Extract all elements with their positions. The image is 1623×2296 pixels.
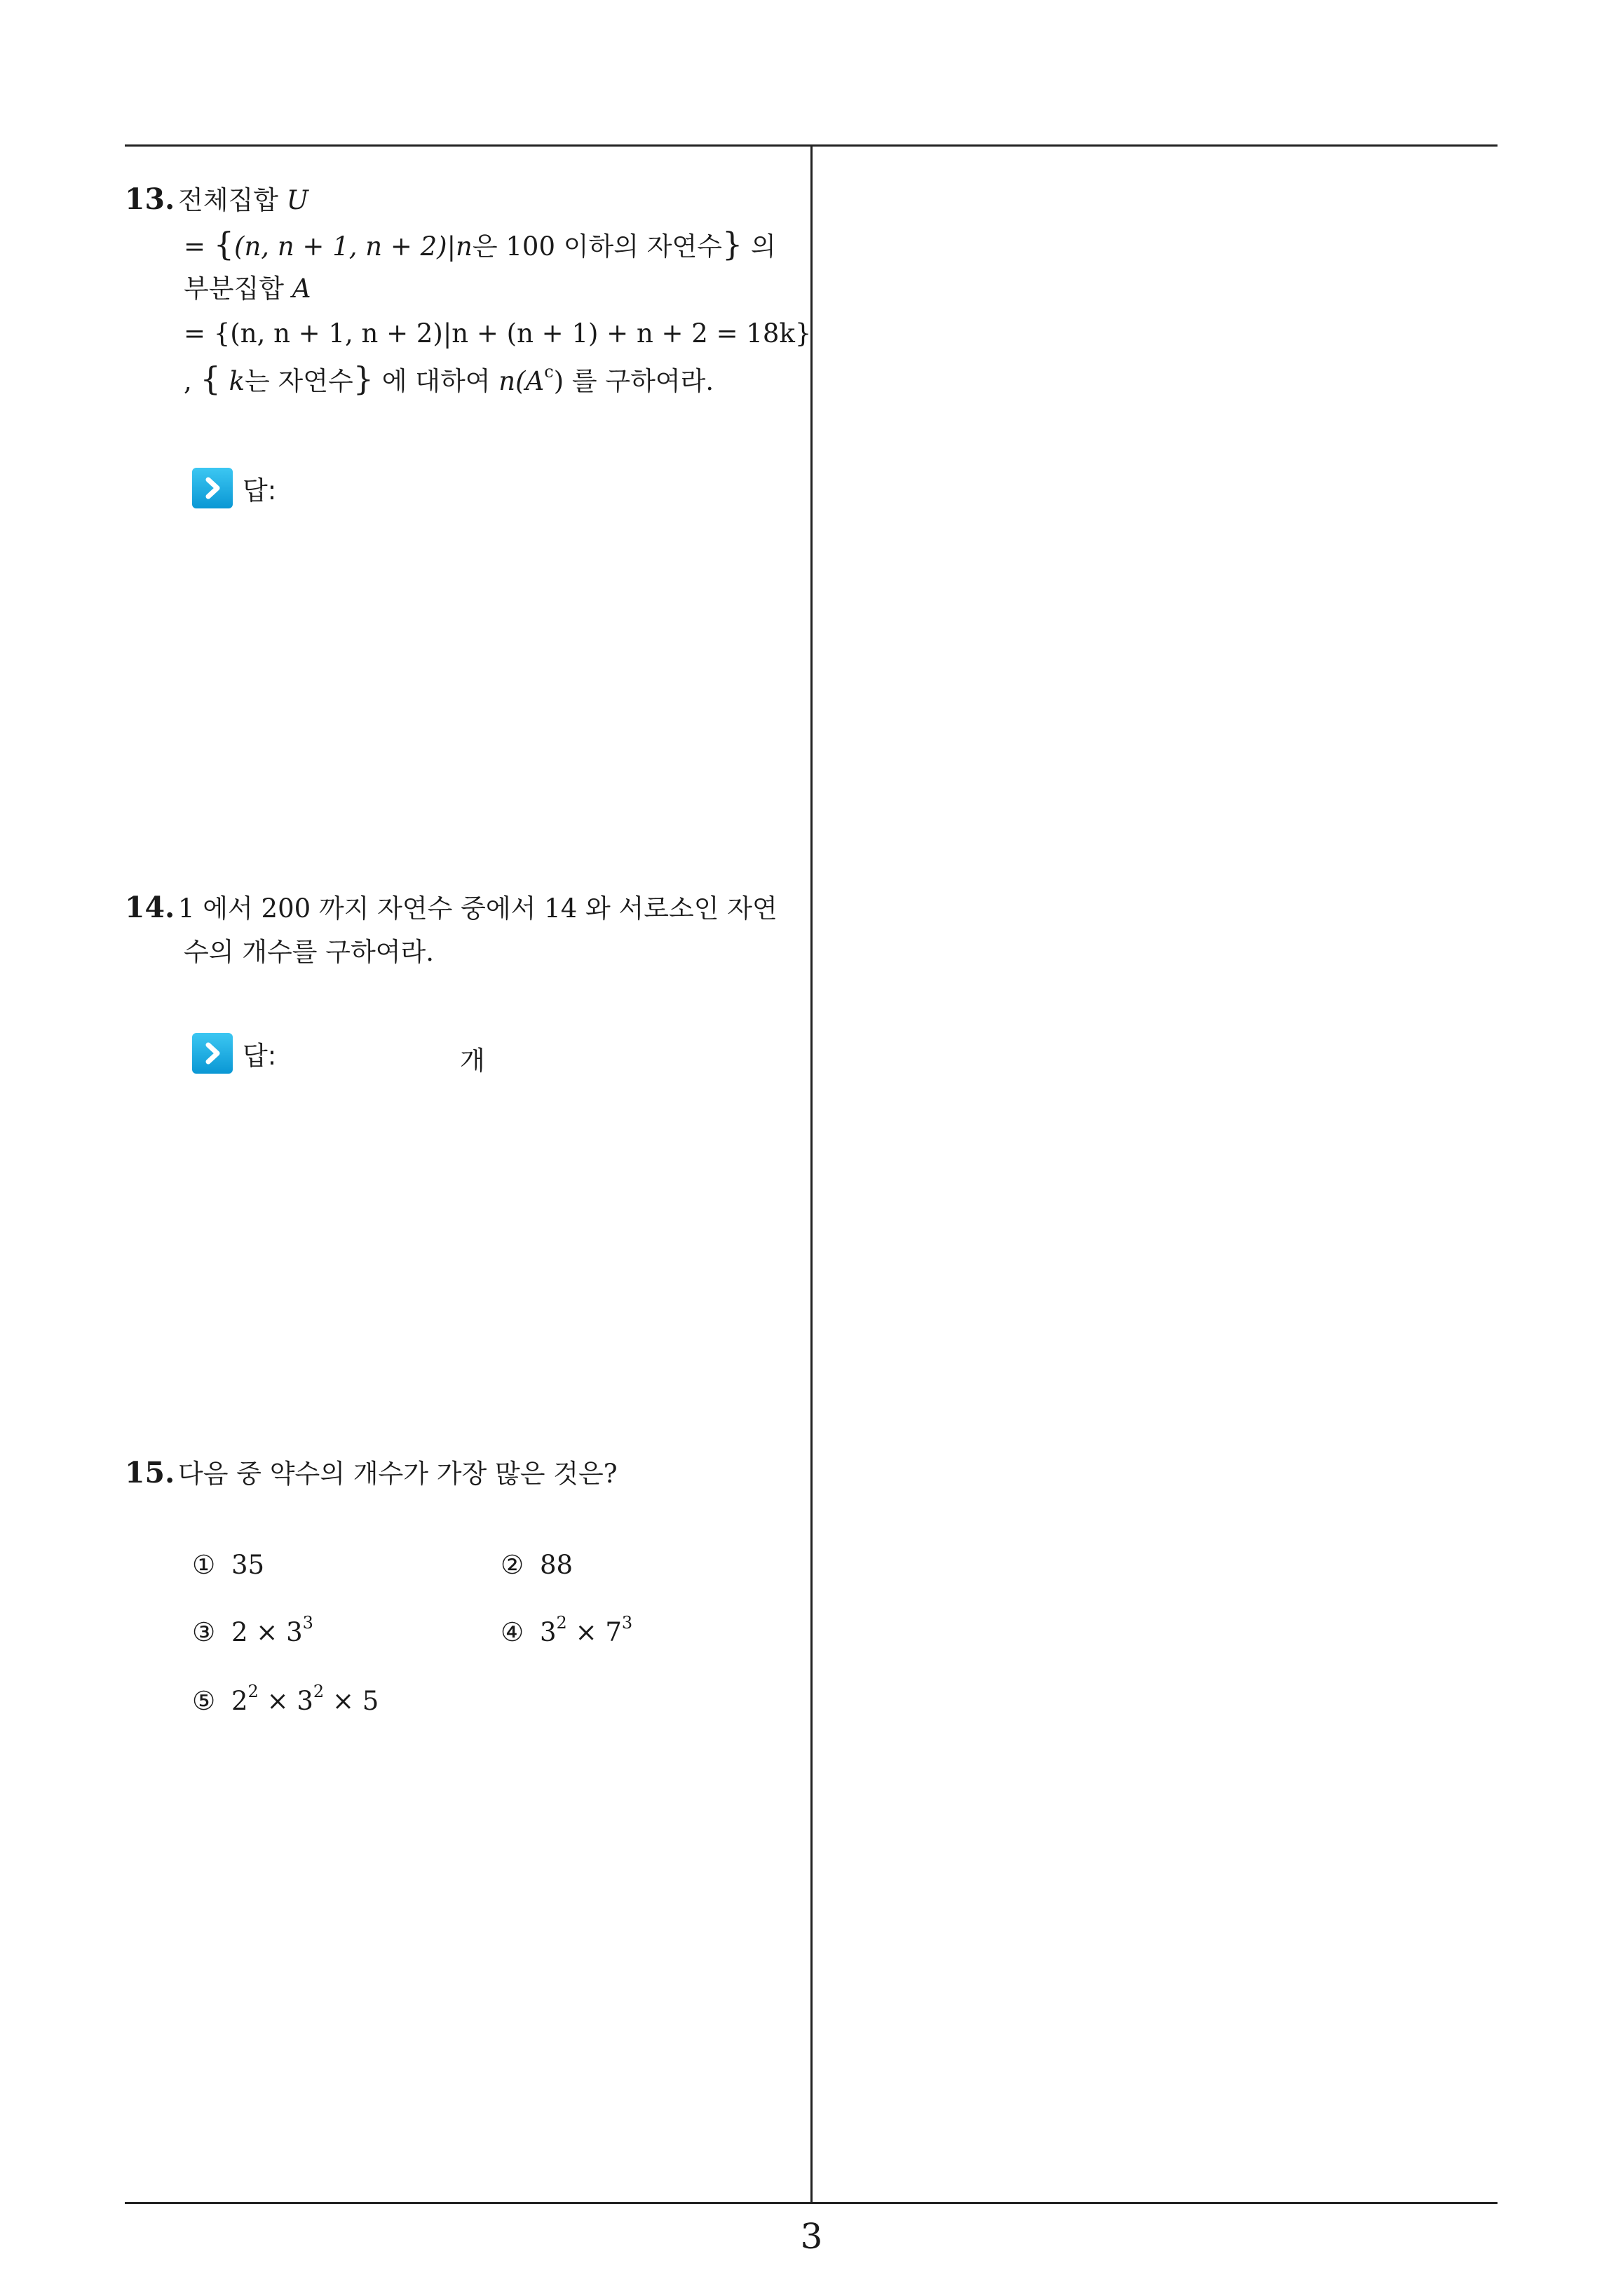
choice-exponent: 2 [556, 1613, 567, 1633]
choice-4[interactable] [501, 1613, 633, 1647]
math-superscript: c [544, 362, 554, 381]
brace-open: { [200, 360, 221, 398]
math-expression: (n, n + 1, n + 2)|n [234, 231, 473, 262]
problem-text: 부분집합 [184, 274, 292, 304]
problem-text: 은 100 이하의 자연수 [472, 231, 722, 262]
math-variable: U [286, 185, 308, 215]
problem-text: 를 구하여라. [564, 366, 714, 396]
problem-text: 는 자연수 [245, 366, 353, 396]
choice-text: × 5 [324, 1686, 379, 1716]
choice-5[interactable] [192, 1682, 379, 1716]
problem-14 [125, 885, 798, 975]
choice-number: ② [501, 1550, 524, 1580]
problem-15 [125, 1450, 798, 1495]
choice-number: ④ [501, 1617, 524, 1647]
problem-number: 14. [125, 891, 175, 924]
choice-exponent: 3 [621, 1613, 633, 1633]
choice-text: × 7 [566, 1617, 622, 1647]
choice-text: 88 [540, 1550, 573, 1580]
choice-text: 2 × 3 [231, 1617, 303, 1647]
answer-line-14 [192, 1032, 543, 1074]
choice-exponent: 2 [313, 1682, 325, 1701]
choice-text: 35 [231, 1550, 265, 1580]
math-expression: = {(n, n + 1, n + 2)|n + (n + 1) + n + 2 = 18k} [184, 318, 812, 349]
math-variable: A [292, 274, 311, 304]
answer-label: 답: [243, 1041, 277, 1071]
choice-text: × 3 [258, 1686, 313, 1716]
choice-text: 2 [231, 1686, 248, 1716]
choice-exponent: 3 [302, 1613, 313, 1633]
problem-13 [125, 177, 812, 401]
page-number: 3 [800, 2216, 823, 2257]
math-expression: n(A [498, 366, 545, 396]
chevron-right-icon [192, 1033, 233, 1074]
answer-line-13 [192, 467, 276, 509]
math-variable: k [220, 366, 245, 396]
brace-close: } [722, 225, 743, 263]
answer-label: 답: [243, 475, 277, 506]
brace-close: } [353, 360, 374, 398]
chevron-right-icon [192, 468, 233, 508]
problem-text: 수의 개수를 구하여라. [184, 937, 434, 967]
column-divider [810, 144, 813, 2204]
choice-3[interactable] [192, 1613, 313, 1647]
math-text: = [184, 231, 214, 262]
problem-number: 15. [125, 1456, 175, 1490]
choice-number: ① [192, 1550, 216, 1580]
brace-open: { [213, 225, 235, 263]
bottom-rule [125, 2202, 1498, 2204]
problem-text: 에 대하여 [374, 366, 499, 396]
choice-1[interactable] [192, 1550, 264, 1580]
choice-number: ⑤ [192, 1686, 216, 1716]
problem-text: 의 [742, 231, 776, 262]
problem-text: 다음 중 약수의 개수가 가장 많은 것은? [178, 1459, 618, 1489]
problem-number: 13. [125, 182, 175, 216]
math-text: ) [553, 366, 564, 396]
answer-unit: 개 [460, 1046, 485, 1076]
choice-2[interactable] [501, 1550, 573, 1580]
problem-text: 전체집합 [178, 185, 287, 215]
math-text: , [184, 366, 201, 396]
choice-exponent: 2 [247, 1682, 259, 1701]
problem-text: 1 에서 200 까지 자연수 중에서 14 와 서로소인 자연 [178, 893, 777, 924]
choice-text: 3 [540, 1617, 557, 1647]
choice-number: ③ [192, 1617, 216, 1647]
